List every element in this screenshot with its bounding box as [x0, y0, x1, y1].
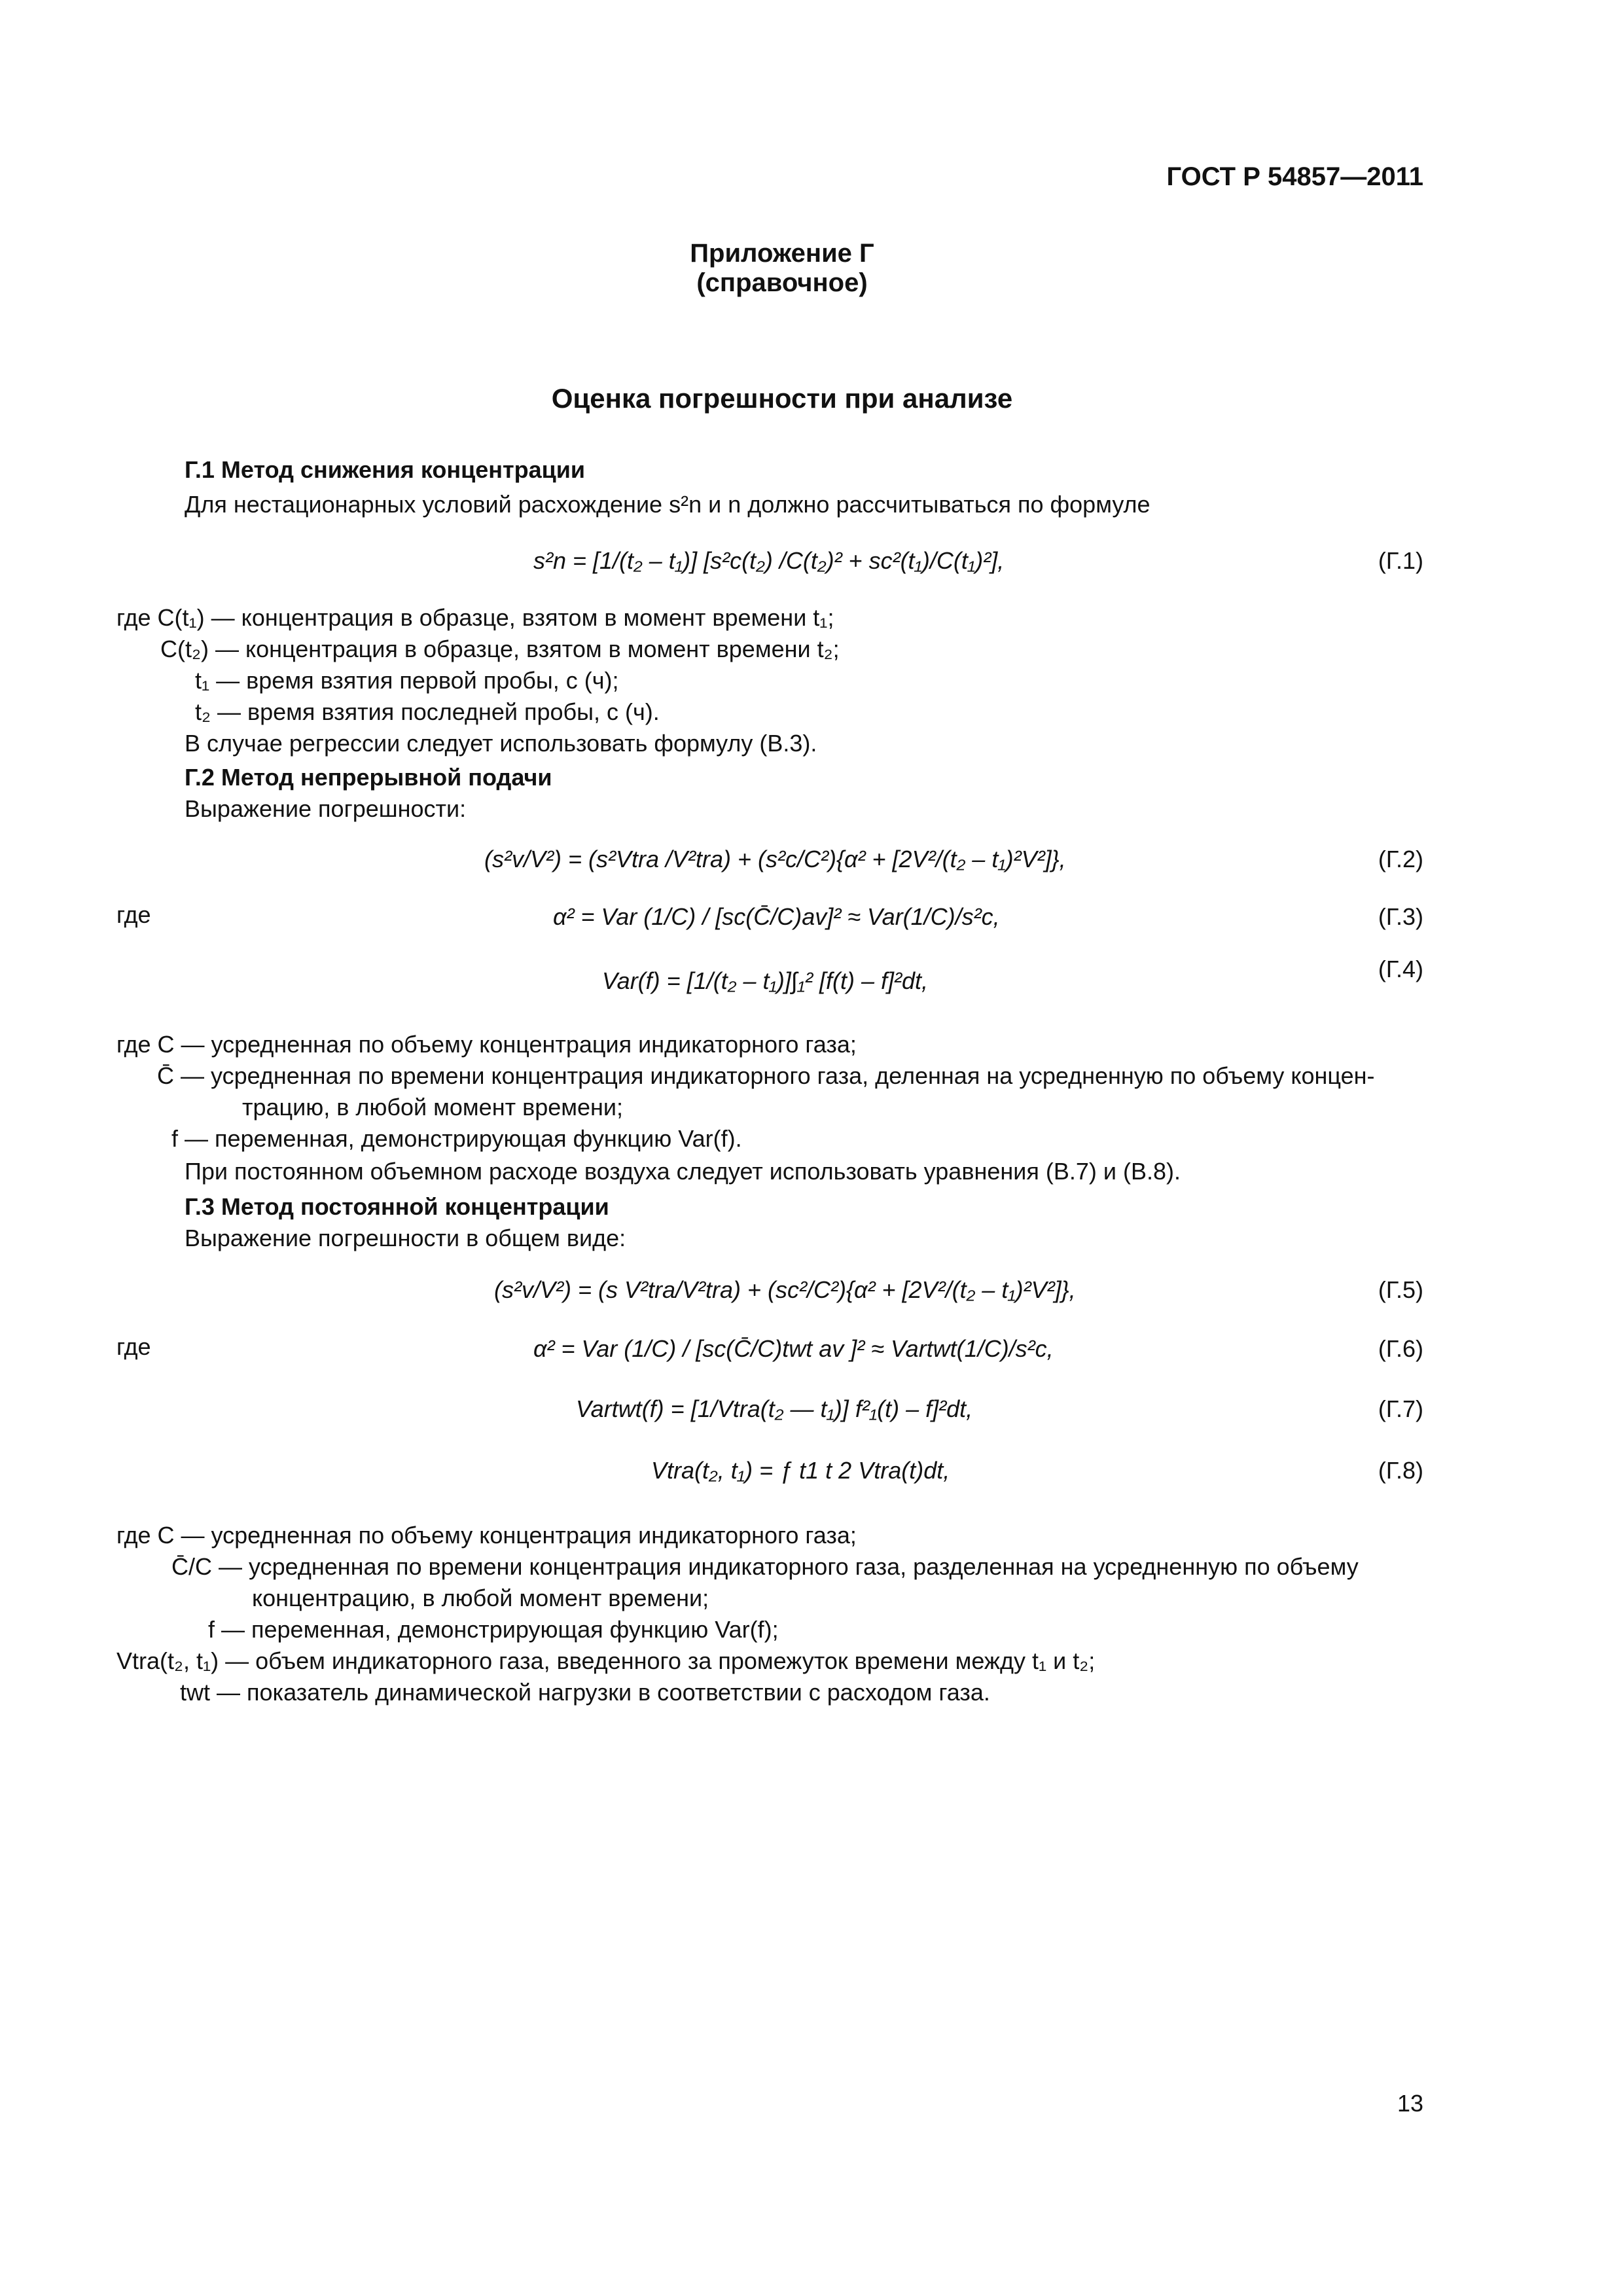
g2-where-line-2: C̄ — усредненная по времени концентрация индикаторного газа, деленная на усредненную по объему концен- — [157, 1062, 1375, 1089]
g3-where-line-6: twt — показатель динамической нагрузки в соответствии с расходом газа. — [180, 1679, 990, 1706]
g3-where-line-3: концентрацию, в любой момент времени; — [252, 1585, 709, 1611]
formula-g8: Vtra(t₂, t₁) = ƒ t1 t 2 Vtra(t)dt, — [651, 1457, 950, 1484]
formula-g2: (s²v/V²) = (s²Vtra /V²tra) + (s²c/C²){α² + [2V²/(t₂ – t₁)²V²]}, — [484, 846, 1066, 872]
section-g1-intro: Для нестационарных условий расхождение s²n и n должно рассчитываться по формуле — [185, 491, 1150, 518]
formula-g3: α² = Var (1/C) / [sc(C̄/C)av]² ≈ Var(1/C)/s²c, — [553, 903, 1000, 930]
g1-where-line-4: t₂ — время взятия последней пробы, с (ч). — [195, 698, 660, 725]
section-g3-heading: Г.3 Метод постоянной концентрации — [185, 1193, 609, 1220]
page-number: 13 — [1397, 2090, 1423, 2117]
section-g1-heading: Г.1 Метод снижения концентрации — [185, 456, 586, 483]
formula-g8-number: (Г.8) — [1378, 1457, 1423, 1484]
g3-where-line-4: f — переменная, демонстрирующая функцию Var(f); — [208, 1616, 779, 1643]
g1-where-line-3: t₁ — время взятия первой пробы, с (ч); — [195, 667, 619, 694]
page-title: Оценка погрешности при анализе — [551, 383, 1013, 414]
g3-where-word: где — [116, 1333, 151, 1360]
formula-g5: (s²v/V²) = (s V²tra/V²tra) + (sc²/C²){α² + [2V²/(t₂ – t₁)²V²]}, — [494, 1276, 1076, 1303]
formula-g5-number: (Г.5) — [1378, 1276, 1423, 1303]
g2-where-line-4: f — переменная, демонстрирующая функцию Var(f). — [171, 1125, 742, 1152]
g2-where-word: где — [116, 901, 151, 928]
formula-g6-number: (Г.6) — [1378, 1335, 1423, 1362]
appendix-kind: (справочное) — [696, 268, 868, 297]
g1-where-line-2: C(t₂) — концентрация в образце, взятом в момент времени t₂; — [160, 636, 840, 662]
section-g2-intro: Выражение погрешности: — [185, 795, 467, 822]
formula-g1-number: (Г.1) — [1378, 547, 1423, 574]
formula-g1: s²n = [1/(t₂ – t₁)] [s²c(t₂) /C(t₂)² + sc²(t₁)/C(t₁)²], — [533, 547, 1005, 574]
g3-where-line-5: Vtra(t₂, t₁) — объем индикаторного газа, введенного за промежуток времени между t₁ и t₂; — [116, 1647, 1096, 1674]
g2-where-line-1: где C — усредненная по объему концентрация индикаторного газа; — [116, 1031, 857, 1058]
g1-where-line-1: где C(t₁) — концентрация в образце, взятом в момент времени t₁; — [116, 604, 834, 631]
g3-where-line-2: C̄/C — усредненная по времени концентрация индикаторного газа, разделенная на усредненную по объему — [171, 1553, 1359, 1580]
g2-note: При постоянном объемном расходе воздуха следует использовать уравнения (В.7) и (В.8). — [185, 1158, 1181, 1185]
g1-regression-note: В случае регрессии следует использовать формулу (В.3). — [185, 730, 817, 757]
g2-where-line-3: трацию, в любой момент времени; — [242, 1094, 623, 1121]
document-code: ГОСТ Р 54857—2011 — [1166, 162, 1423, 191]
formula-g2-number: (Г.2) — [1378, 846, 1423, 872]
section-g2-heading: Г.2 Метод непрерывной подачи — [185, 764, 552, 791]
formula-g6: α² = Var (1/C) / [sc(C̄/C)twt av ]² ≈ Vartwt(1/C)/s²c, — [533, 1335, 1054, 1362]
formula-g3-number: (Г.3) — [1378, 903, 1423, 930]
g3-where-line-1: где C — усредненная по объему концентрация индикаторного газа; — [116, 1522, 857, 1549]
appendix-label: Приложение Г — [690, 239, 874, 268]
formula-g7-number: (Г.7) — [1378, 1395, 1423, 1422]
formula-g7: Vartwt(f) = [1/Vtra(t₂ — t₁)] f²₁(t) – f]²dt, — [576, 1395, 973, 1422]
formula-g4-number: (Г.4) — [1378, 956, 1423, 982]
section-g3-intro: Выражение погрешности в общем виде: — [185, 1225, 626, 1251]
formula-g4: Var(f) = [1/(t₂ – t₁)]∫₁² [f(t) – f]²dt, — [602, 967, 929, 994]
